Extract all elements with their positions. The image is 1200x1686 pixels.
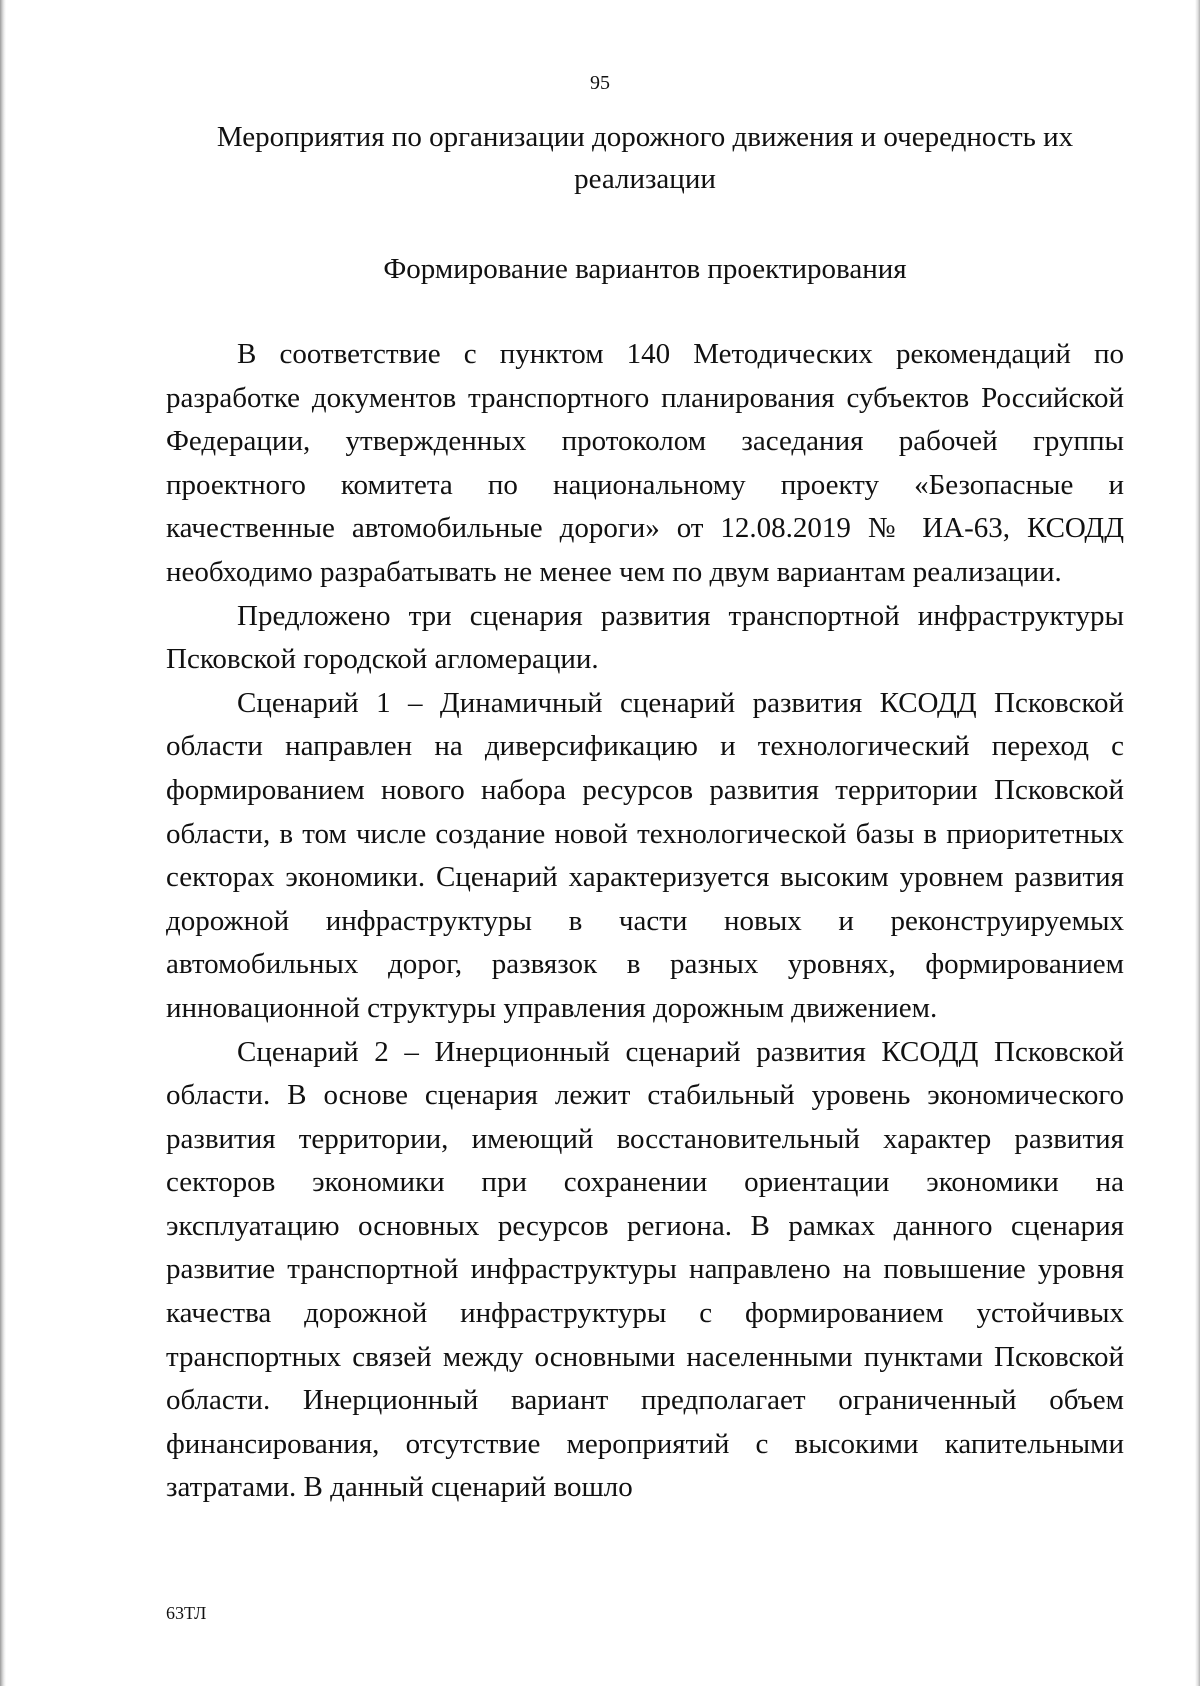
scan-edge-left — [0, 0, 6, 1686]
page-title: Мероприятия по организации дорожного движения и очередность их реализации — [216, 121, 1074, 195]
paragraph: Сценарий 2 – Инерционный сценарий развития КСОДД Псковской области. В основе сценария лежит стабильный уровень экономического развития территории, имеющий восстановительный характер развития секторов экономики при сохранении ориентации экономики на эксплуатацию основных ресурсов региона. В рамках данного сценария развитие транспортной инфраструктуры направлено на повышение уровня качества дорожной инфраструктуры с формированием устойчивых транспортных связей между основными населенными пунктами Псковской области. Инерционный вариант предполагает ограниченный объем финансирования, отсутствие мероприятий с высокими капительными затратами. В данный сценарий вошло — [166, 1035, 1124, 1504]
footer-code: 63ТЛ — [166, 1603, 207, 1623]
paragraph: Предложено три сценария развития транспортной инфраструктуры Псковской городской агломерации. — [166, 599, 1124, 676]
scan-edge-right — [1195, 0, 1200, 1686]
paragraph: Сценарий 1 – Динамичный сценарий развития КСОДД Псковской области направлен на диверсификацию и технологический переход с формированием нового набора ресурсов развития территории Псковской области, в том числе создание новой технологической базы в приоритетных секторах экономики. Сценарий характеризуется высоким уровнем развития дорожной инфраструктуры в части новых и реконструируемых автомобильных дорог, развязок в разных уровнях, формированием инновационной структуры управления дорожным движением. — [166, 686, 1124, 1024]
body-text — [166, 333, 1124, 1510]
section-subtitle: Формирование вариантов проектирования — [383, 253, 907, 285]
paragraph: В соответствие с пунктом 140 Методических рекомендаций по разработке документов транспортного планирования субъектов Российской Федерации, утвержденных протоколом заседания рабочей группы проектного комитета по национальному проекту «Безопасные и качественные автомобильные дороги» от 12.08.2019 № ИА-63, КСОДД необходимо разрабатывать не менее чем по двум вариантам реализации. — [166, 338, 1124, 588]
page-number: 95 — [590, 72, 610, 94]
